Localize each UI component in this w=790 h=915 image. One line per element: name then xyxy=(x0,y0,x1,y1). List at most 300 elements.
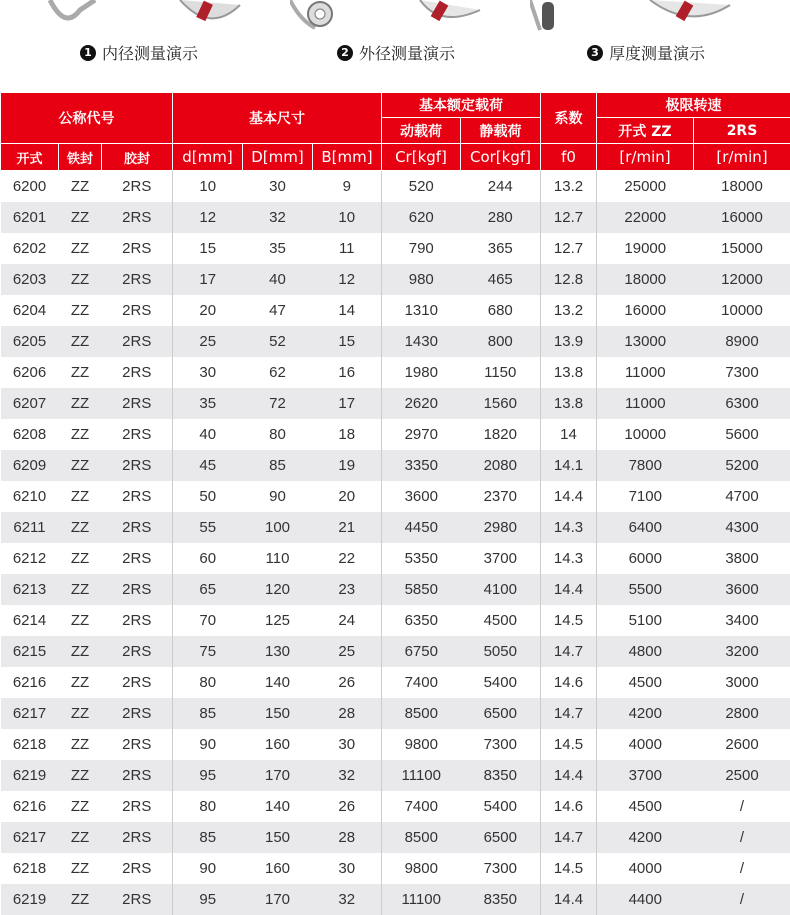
table-cell: ZZ xyxy=(59,729,102,760)
table-cell: ZZ xyxy=(59,171,102,203)
table-cell: 14.6 xyxy=(541,791,597,822)
table-row xyxy=(1,760,790,791)
table-cell: 6300 xyxy=(694,388,790,419)
table-cell: ZZ xyxy=(59,233,102,264)
table-cell: 14.5 xyxy=(541,853,597,884)
table-cell: 90 xyxy=(243,481,313,512)
table-row xyxy=(1,636,790,667)
table-cell: 2RS xyxy=(102,264,173,295)
table-cell: 4800 xyxy=(597,636,694,667)
bearing-spec-table xyxy=(0,92,790,915)
table-cell: 6216 xyxy=(1,667,59,698)
subheader: Cor[kgf] xyxy=(461,144,541,171)
table-cell: 2RS xyxy=(102,388,173,419)
table-cell: 32 xyxy=(243,202,313,233)
table-cell: 9800 xyxy=(382,729,461,760)
table-cell: 14.4 xyxy=(541,574,597,605)
table-cell: 6750 xyxy=(382,636,461,667)
table-cell: ZZ xyxy=(59,791,102,822)
table-cell: 4100 xyxy=(461,574,541,605)
table-cell: 7300 xyxy=(694,357,790,388)
table-row xyxy=(1,202,790,233)
table-cell: 6215 xyxy=(1,636,59,667)
subheader: D[mm] xyxy=(243,144,313,171)
table-cell: 11100 xyxy=(382,884,461,915)
table-cell: 6500 xyxy=(461,698,541,729)
table-cell: 6217 xyxy=(1,698,59,729)
table-cell: 3000 xyxy=(694,667,790,698)
table-cell: ZZ xyxy=(59,667,102,698)
table-cell: 4000 xyxy=(597,729,694,760)
table-cell: 100 xyxy=(243,512,313,543)
table-cell: 8350 xyxy=(461,760,541,791)
table-cell: 18 xyxy=(313,419,382,450)
table-cell: 5600 xyxy=(694,419,790,450)
table-cell: 6200 xyxy=(1,171,59,203)
table-cell: 80 xyxy=(173,791,243,822)
table-cell: 4700 xyxy=(694,481,790,512)
table-cell: 7400 xyxy=(382,791,461,822)
table-cell: 11000 xyxy=(597,357,694,388)
subheader: 开式 xyxy=(1,144,59,171)
table-cell: 28 xyxy=(313,698,382,729)
table-cell: 10000 xyxy=(597,419,694,450)
table-cell: 7300 xyxy=(461,853,541,884)
table-cell: 14.7 xyxy=(541,822,597,853)
table-cell: 19000 xyxy=(597,233,694,264)
table-cell: 6000 xyxy=(597,543,694,574)
table-cell: 790 xyxy=(382,233,461,264)
table-cell: 55 xyxy=(173,512,243,543)
table-cell: 18000 xyxy=(694,171,790,203)
table-cell: 1430 xyxy=(382,326,461,357)
table-cell: 2RS xyxy=(102,636,173,667)
table-cell: 6207 xyxy=(1,388,59,419)
table-cell: 4200 xyxy=(597,822,694,853)
table-cell: 32 xyxy=(313,760,382,791)
table-cell: 4400 xyxy=(597,884,694,915)
table-cell: 14.5 xyxy=(541,729,597,760)
table-cell: 18000 xyxy=(597,264,694,295)
table-cell: 4200 xyxy=(597,698,694,729)
table-cell: ZZ xyxy=(59,357,102,388)
table-cell: 130 xyxy=(243,636,313,667)
table-cell: 160 xyxy=(243,729,313,760)
table-cell: 12 xyxy=(173,202,243,233)
table-cell: 50 xyxy=(173,481,243,512)
table-cell: 7800 xyxy=(597,450,694,481)
table-cell: 26 xyxy=(313,791,382,822)
table-cell: 2RS xyxy=(102,760,173,791)
table-cell: 680 xyxy=(461,295,541,326)
table-row xyxy=(1,388,790,419)
table-cell: 280 xyxy=(461,202,541,233)
table-cell: 244 xyxy=(461,171,541,203)
table-cell: 26 xyxy=(313,667,382,698)
table-cell: 7400 xyxy=(382,667,461,698)
header-open-zz: 开式 ZZ xyxy=(597,118,694,144)
table-cell: 2RS xyxy=(102,574,173,605)
table-cell: 6212 xyxy=(1,543,59,574)
table-row xyxy=(1,791,790,822)
table-cell: 32 xyxy=(313,884,382,915)
table-cell: 2RS xyxy=(102,512,173,543)
table-cell: 4450 xyxy=(382,512,461,543)
table-cell: 2RS xyxy=(102,202,173,233)
table-cell: 2RS xyxy=(102,853,173,884)
table-cell: 6202 xyxy=(1,233,59,264)
table-cell: 8500 xyxy=(382,698,461,729)
table-cell: ZZ xyxy=(59,388,102,419)
header-code: 公称代号 xyxy=(1,93,173,144)
table-cell: 6218 xyxy=(1,729,59,760)
table-cell: 14.7 xyxy=(541,698,597,729)
table-cell: ZZ xyxy=(59,264,102,295)
table-cell: 14.1 xyxy=(541,450,597,481)
table-cell: 4500 xyxy=(597,791,694,822)
table-cell: ZZ xyxy=(59,760,102,791)
table-cell: 13.2 xyxy=(541,295,597,326)
table-cell: 2RS xyxy=(102,481,173,512)
table-cell: 15000 xyxy=(694,233,790,264)
table-cell: 14.3 xyxy=(541,512,597,543)
table-row xyxy=(1,822,790,853)
table-cell: 150 xyxy=(243,822,313,853)
table-cell: 6203 xyxy=(1,264,59,295)
table-cell: 4500 xyxy=(597,667,694,698)
table-cell: 980 xyxy=(382,264,461,295)
table-cell: 365 xyxy=(461,233,541,264)
table-cell: 13.9 xyxy=(541,326,597,357)
header-load: 基本额定载荷 xyxy=(382,93,541,118)
table-row xyxy=(1,264,790,295)
subheader: 胶封 xyxy=(102,144,173,171)
table-cell: / xyxy=(694,884,790,915)
table-cell: 5050 xyxy=(461,636,541,667)
table-cell: 110 xyxy=(243,543,313,574)
table-cell: 520 xyxy=(382,171,461,203)
table-cell: 14 xyxy=(313,295,382,326)
table-cell: 30 xyxy=(173,357,243,388)
table-cell: 22000 xyxy=(597,202,694,233)
table-cell: 1310 xyxy=(382,295,461,326)
table-cell: 9 xyxy=(313,171,382,203)
table-cell: ZZ xyxy=(59,419,102,450)
table-cell: 28 xyxy=(313,822,382,853)
table-cell: 4000 xyxy=(597,853,694,884)
table-cell: 35 xyxy=(173,388,243,419)
table-cell: 11100 xyxy=(382,760,461,791)
table-cell: 20 xyxy=(313,481,382,512)
table-cell: 2600 xyxy=(694,729,790,760)
table-cell: 5350 xyxy=(382,543,461,574)
demo-label: 厚度测量演示 xyxy=(609,41,705,64)
table-cell: 52 xyxy=(243,326,313,357)
number-badge: 1 xyxy=(80,45,96,61)
table-cell: 70 xyxy=(173,605,243,636)
table-cell: 3200 xyxy=(694,636,790,667)
table-cell: 72 xyxy=(243,388,313,419)
table-row xyxy=(1,667,790,698)
subheader: d[mm] xyxy=(173,144,243,171)
table-cell: 40 xyxy=(173,419,243,450)
table-cell: / xyxy=(694,822,790,853)
table-cell: 5100 xyxy=(597,605,694,636)
table-cell: 10 xyxy=(173,171,243,203)
table-cell: 13.8 xyxy=(541,357,597,388)
table-cell: ZZ xyxy=(59,605,102,636)
table-cell: 13.8 xyxy=(541,388,597,419)
table-cell: / xyxy=(694,853,790,884)
table-cell: 3800 xyxy=(694,543,790,574)
table-cell: 3700 xyxy=(597,760,694,791)
table-cell: 16 xyxy=(313,357,382,388)
table-cell: 22 xyxy=(313,543,382,574)
table-cell: 23 xyxy=(313,574,382,605)
table-cell: 2RS xyxy=(102,171,173,203)
header-size: 基本尺寸 xyxy=(173,93,382,144)
table-cell: 2RS xyxy=(102,822,173,853)
table-cell: 12.7 xyxy=(541,233,597,264)
table-cell: 6500 xyxy=(461,822,541,853)
table-cell: 19 xyxy=(313,450,382,481)
demo-label: 外径测量演示 xyxy=(359,41,455,64)
table-cell: 95 xyxy=(173,760,243,791)
table-cell: 17 xyxy=(313,388,382,419)
table-cell: 2RS xyxy=(102,233,173,264)
table-cell: 1980 xyxy=(382,357,461,388)
table-cell: 620 xyxy=(382,202,461,233)
table-cell: 30 xyxy=(243,171,313,203)
table-cell: 2620 xyxy=(382,388,461,419)
table-cell: 6350 xyxy=(382,605,461,636)
table-cell: 80 xyxy=(243,419,313,450)
demo-strip xyxy=(0,0,790,92)
table-cell: 6214 xyxy=(1,605,59,636)
table-row xyxy=(1,450,790,481)
table-cell: 85 xyxy=(243,450,313,481)
table-cell: 3600 xyxy=(694,574,790,605)
table-cell: 40 xyxy=(243,264,313,295)
table-cell: 25 xyxy=(173,326,243,357)
table-cell: 2RS xyxy=(102,326,173,357)
table-cell: 4500 xyxy=(461,605,541,636)
table-cell: 3400 xyxy=(694,605,790,636)
table-cell: 6208 xyxy=(1,419,59,450)
table-cell: 75 xyxy=(173,636,243,667)
table-cell: 45 xyxy=(173,450,243,481)
table-cell: 1150 xyxy=(461,357,541,388)
table-cell: 12.7 xyxy=(541,202,597,233)
table-cell: 2RS xyxy=(102,295,173,326)
number-badge: 3 xyxy=(587,45,603,61)
table-cell: 25 xyxy=(313,636,382,667)
table-cell: ZZ xyxy=(59,450,102,481)
table-cell: 5500 xyxy=(597,574,694,605)
table-row xyxy=(1,326,790,357)
table-cell: 8900 xyxy=(694,326,790,357)
table-cell: 25000 xyxy=(597,171,694,203)
table-cell: 6210 xyxy=(1,481,59,512)
table-row xyxy=(1,357,790,388)
table-cell: 9800 xyxy=(382,853,461,884)
table-cell: 5200 xyxy=(694,450,790,481)
table-cell: 14 xyxy=(541,419,597,450)
table-cell: 7100 xyxy=(597,481,694,512)
table-cell: 8500 xyxy=(382,822,461,853)
table-cell: 35 xyxy=(243,233,313,264)
table-cell: 2800 xyxy=(694,698,790,729)
table-cell: 6219 xyxy=(1,760,59,791)
table-cell: 120 xyxy=(243,574,313,605)
table-cell: 6204 xyxy=(1,295,59,326)
table-cell: 30 xyxy=(313,853,382,884)
table-cell: ZZ xyxy=(59,326,102,357)
table-cell: 6219 xyxy=(1,884,59,915)
inner-diameter-demo-image xyxy=(40,0,260,34)
demo-caption-thickness xyxy=(587,41,705,64)
table-cell: 15 xyxy=(313,326,382,357)
demo-label: 内径测量演示 xyxy=(102,41,198,64)
subheader: [r/min] xyxy=(597,144,694,171)
table-cell: ZZ xyxy=(59,853,102,884)
table-cell: 14.4 xyxy=(541,481,597,512)
table-row xyxy=(1,512,790,543)
table-cell: 170 xyxy=(243,760,313,791)
table-row xyxy=(1,574,790,605)
table-cell: 10000 xyxy=(694,295,790,326)
table-cell: 2980 xyxy=(461,512,541,543)
table-cell: 90 xyxy=(173,853,243,884)
table-cell: 14.5 xyxy=(541,605,597,636)
table-cell: 2RS xyxy=(102,605,173,636)
table-cell: ZZ xyxy=(59,295,102,326)
subheader: B[mm] xyxy=(313,144,382,171)
table-cell: 2500 xyxy=(694,760,790,791)
table-row xyxy=(1,233,790,264)
table-cell: 14.3 xyxy=(541,543,597,574)
subheader: Cr[kgf] xyxy=(382,144,461,171)
table-cell: 16000 xyxy=(597,295,694,326)
table-cell: ZZ xyxy=(59,636,102,667)
table-cell: 2RS xyxy=(102,729,173,760)
table-row xyxy=(1,729,790,760)
table-cell: 6205 xyxy=(1,326,59,357)
table-row xyxy=(1,698,790,729)
table-cell: 3600 xyxy=(382,481,461,512)
outer-diameter-demo-image xyxy=(290,0,490,34)
table-cell: 1560 xyxy=(461,388,541,419)
table-cell: 14.4 xyxy=(541,760,597,791)
table-cell: 160 xyxy=(243,853,313,884)
table-cell: 6201 xyxy=(1,202,59,233)
table-cell: 90 xyxy=(173,729,243,760)
thickness-demo-image xyxy=(530,0,750,34)
table-cell: 5850 xyxy=(382,574,461,605)
table-cell: 12.8 xyxy=(541,264,597,295)
table-cell: 6206 xyxy=(1,357,59,388)
table-cell: 85 xyxy=(173,698,243,729)
table-cell: 2RS xyxy=(102,357,173,388)
table-cell: 5400 xyxy=(461,791,541,822)
table-cell: 11 xyxy=(313,233,382,264)
table-cell: 800 xyxy=(461,326,541,357)
table-cell: 140 xyxy=(243,791,313,822)
table-cell: 24 xyxy=(313,605,382,636)
table-cell: ZZ xyxy=(59,884,102,915)
table-cell: 6213 xyxy=(1,574,59,605)
table-cell: 62 xyxy=(243,357,313,388)
subheader: [r/min] xyxy=(694,144,790,171)
table-cell: 5400 xyxy=(461,667,541,698)
table-cell: 13000 xyxy=(597,326,694,357)
table-row xyxy=(1,419,790,450)
table-cell: ZZ xyxy=(59,202,102,233)
table-row xyxy=(1,295,790,326)
table-cell: / xyxy=(694,791,790,822)
table-row xyxy=(1,605,790,636)
table-cell: 3350 xyxy=(382,450,461,481)
table-cell: 6400 xyxy=(597,512,694,543)
table-cell: ZZ xyxy=(59,698,102,729)
demo-caption-inner xyxy=(80,41,198,64)
table-cell: ZZ xyxy=(59,543,102,574)
table-row xyxy=(1,481,790,512)
table-cell: 2970 xyxy=(382,419,461,450)
table-body xyxy=(1,171,790,915)
demo-caption-outer xyxy=(337,41,455,64)
header-speed: 极限转速 xyxy=(597,93,790,118)
table-cell: 95 xyxy=(173,884,243,915)
table-cell: 2RS xyxy=(102,884,173,915)
header-dynamic-load: 动载荷 xyxy=(382,118,461,144)
table-cell: 15 xyxy=(173,233,243,264)
table-cell: 2RS xyxy=(102,667,173,698)
table-cell: 2RS xyxy=(102,543,173,574)
table-cell: 2RS xyxy=(102,791,173,822)
table-cell: 7300 xyxy=(461,729,541,760)
table-cell: 140 xyxy=(243,667,313,698)
table-cell: 47 xyxy=(243,295,313,326)
table-cell: 14.6 xyxy=(541,667,597,698)
table-cell: 150 xyxy=(243,698,313,729)
header-static-load: 静载荷 xyxy=(461,118,541,144)
table-cell: 13.2 xyxy=(541,171,597,203)
table-cell: 2RS xyxy=(102,698,173,729)
table-cell: 65 xyxy=(173,574,243,605)
header-2rs: 2RS xyxy=(694,118,790,144)
table-cell: 465 xyxy=(461,264,541,295)
table-row xyxy=(1,884,790,915)
table-cell: 16000 xyxy=(694,202,790,233)
table-cell: 30 xyxy=(313,729,382,760)
table-cell: 2080 xyxy=(461,450,541,481)
subheader: f0 xyxy=(541,144,597,171)
table-cell: 170 xyxy=(243,884,313,915)
table-cell: ZZ xyxy=(59,481,102,512)
table-cell: 14.4 xyxy=(541,884,597,915)
table-cell: 12000 xyxy=(694,264,790,295)
table-cell: 4300 xyxy=(694,512,790,543)
table-cell: 85 xyxy=(173,822,243,853)
number-badge: 2 xyxy=(337,45,353,61)
table-cell: 8350 xyxy=(461,884,541,915)
table-cell: 2RS xyxy=(102,450,173,481)
table-cell: 1820 xyxy=(461,419,541,450)
table-cell: 10 xyxy=(313,202,382,233)
table-cell: 17 xyxy=(173,264,243,295)
table-cell: 6211 xyxy=(1,512,59,543)
